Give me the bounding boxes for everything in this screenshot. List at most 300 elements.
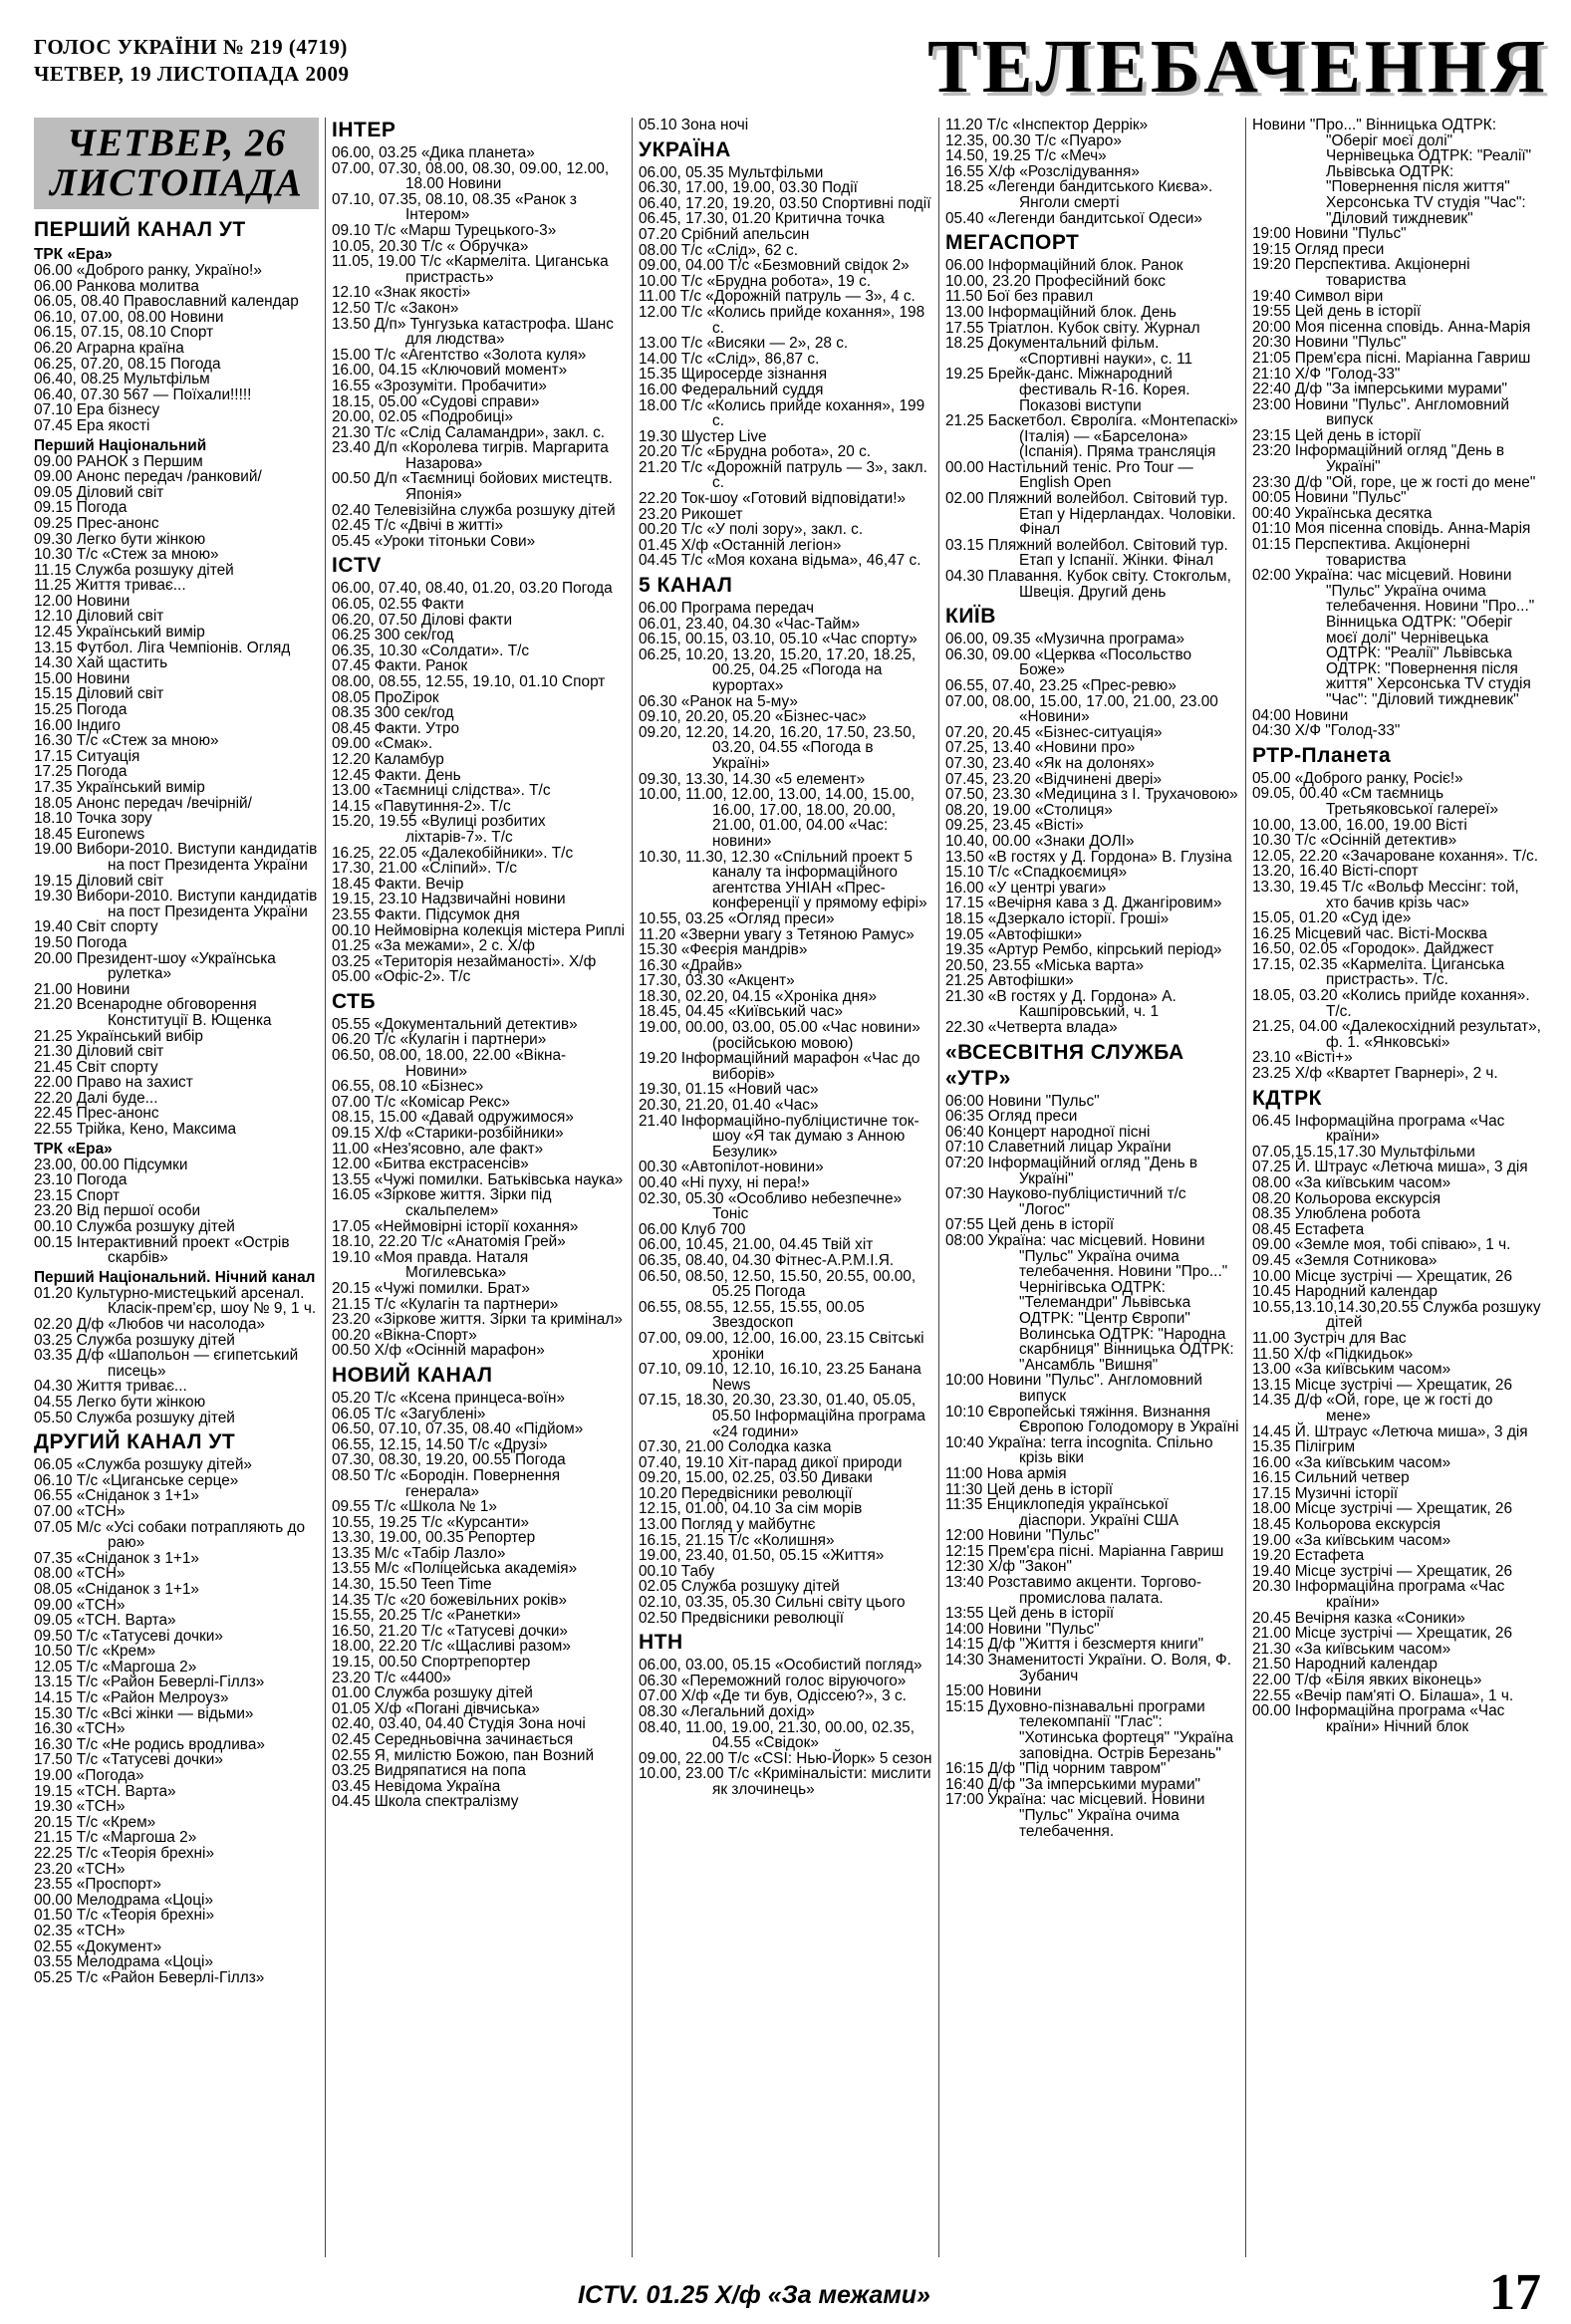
program-entry: 19.30 Шустер Live (639, 427, 767, 445)
program-entry: 21.25, 04.00 «Далекосхідний результат», ф. 1. «Янковські» (1252, 1018, 1541, 1051)
program-entry: 21.20 Т/с «Дорожній патруль — 3», закл. с. (639, 458, 927, 492)
program-entry: 07.25 Й. Штраус «Летюча миша», 3 дія (1252, 1159, 1528, 1176)
program-entry: 23.00, 00.00 Підсумки (34, 1156, 188, 1173)
program-entry: 10.30 Т/с «Стеж за мною» (34, 546, 219, 564)
program-entry: 13:55 Цей день в історії (945, 1605, 1115, 1623)
channel-heading: КДТРК (1252, 1086, 1322, 1110)
program-entry: 10.55,13.10,14.30,20.55 Служба розшуку дітей (1252, 1298, 1541, 1332)
program-entry: 05.00 «Доброго ранку, Росіє!» (1252, 769, 1463, 787)
program-entry: 14.35 Т/с «20 божевільних років» (332, 1591, 568, 1609)
program-entry: 05.00 «Офіс-2». Т/с (332, 968, 471, 986)
schedule-column (1245, 118, 1547, 2257)
program-entry: 11.15 Служба розшуку дітей (34, 561, 234, 579)
program-entry: 07:20 Інформаційний огляд "День в Україні" (945, 1155, 1198, 1187)
section-title: ТЕЛЕБАЧЕННЯ (927, 25, 1549, 109)
program-entry: 10.00, 11.00, 12.00, 13.00, 14.00, 15.00, 16.00, 17.00, 18.00, 20.00, 21.00, 01.00, 04.00 «Час: новини» (639, 786, 915, 850)
program-entry: 00.20 Т/с «У полі зору», закл. с. (639, 521, 864, 539)
program-entry: 17.15, 02.35 «Кармеліта. Циганська пристрасть». Т/с. (1252, 955, 1505, 989)
page-number: 17 (1489, 2264, 1541, 2321)
program-entry: 12.00 Т/с «Колись прийде кохання», 198 с. (639, 303, 925, 337)
program-entry: 23.55 «Проспорт» (34, 1876, 161, 1894)
program-entry: 16.25, 22.05 «Далекобійники». Т/с (332, 844, 574, 862)
program-entry: 06.45, 17.30, 01.20 Критична точка (639, 210, 885, 228)
program-entry: 00.20 «Вікна-Спорт» (332, 1326, 477, 1344)
program-entry: 04.55 Легко бути жінкою (34, 1393, 206, 1411)
program-entry: 22.20 Ток-шоу «Готовий відповідати!» (639, 490, 907, 508)
program-entry: 06:00 Новини "Пульс" (945, 1092, 1100, 1110)
program-entry: 10.55, 03.25 «Огляд преси» (639, 909, 835, 927)
program-entry: 19:00 Новини "Пульс" (1252, 225, 1407, 243)
program-entry: 01.25 «За межами», 2 с. Х/ф (332, 937, 535, 955)
schedule-column (938, 118, 1245, 2257)
program-entry: 07.45 Ера якості (34, 416, 150, 434)
program-entry: 18.05, 03.20 «Колись прийде кохання». Т/с. (1252, 987, 1530, 1020)
program-entry: 00.30 «Автопілот-новини» (639, 1159, 824, 1176)
program-entry: 18.10, 22.20 Т/с «Анатомія Грей» (332, 1233, 566, 1251)
program-entry: 08.05 «Сніданок з 1+1» (34, 1580, 199, 1598)
program-entry: 22.25 Т/с «Теорія брехні» (34, 1845, 215, 1862)
program-entry: 10.00, 13.00, 16.00, 19.00 Вісті (1252, 816, 1467, 834)
program-entry: 00.50 Х/ф «Осінній марафон» (332, 1342, 545, 1360)
program-entry: 09.15 Х/ф «Старики-розбійники» (332, 1125, 564, 1143)
program-entry: 21.20 Всенародне обговорення Конституції В. Ющенка (34, 996, 272, 1029)
program-entry: 06.55, 12.15, 14.50 Т/с «Друзі» (332, 1435, 548, 1453)
program-entry: 01:10 Моя пісенна сповідь. Анна-Марія (1252, 520, 1531, 538)
program-entry: 13.15 Т/с «Район Беверлі-Гіллз» (34, 1674, 265, 1691)
program-entry: 19.00 «Погода» (34, 1767, 144, 1785)
program-entry: 18.15, 05.00 «Судові справи» (332, 392, 540, 410)
program-entry: 06:40 Концерт народної пісні (945, 1123, 1151, 1141)
program-entry: 13.00 «За київським часом» (1252, 1361, 1451, 1379)
program-entry: 02.45 Т/с «Двічі в житті» (332, 517, 504, 535)
program-entry: 19:40 Символ віри (1252, 287, 1384, 305)
program-entry: 11.00 Зустріч для Вас (1252, 1329, 1407, 1347)
program-entry: 05.10 Зона ночі (639, 118, 749, 133)
program-entry: 06.40, 07.30 567 — Поїхали!!!!! (34, 386, 252, 403)
program-entry: 23.10 «Вісті+» (1252, 1049, 1353, 1067)
program-entry: 19:20 Перспектива. Акціонерні товариства (1252, 256, 1470, 289)
program-entry: 19.00, 00.00, 03.00, 05.00 «Час новини» (російською мовою) (639, 1019, 920, 1052)
program-entry: 12:15 Прем'єра пісні. Маріанна Гавриш (945, 1542, 1224, 1560)
program-entry: 15:00 Новини (945, 1682, 1042, 1700)
program-entry: 14.15 «Павутиння-2». Т/с (332, 797, 511, 815)
program-entry: 21:10 Х/Ф "Голод-33" (1252, 365, 1401, 383)
program-entry: 12.00 Новини (34, 592, 131, 610)
program-entry: 02.55 «Документ» (34, 1937, 162, 1955)
program-entry: 12.50 Т/с «Закон» (332, 299, 459, 317)
program-entry: 23:00 Новини "Пульс". Англомовний випуск (1252, 395, 1509, 429)
program-entry: 18.10 Точка зору (34, 810, 152, 828)
program-entry: 19.30 «ТСН» (34, 1798, 126, 1816)
program-entry: 09.00 «Смак». (332, 735, 433, 753)
program-entry: 17.05 «Неймовірні історії кохання» (332, 1217, 579, 1235)
program-entry: 10.40, 00.00 «Знаки ДОЛІ» (945, 832, 1135, 850)
program-entry: 11.00 Т/с «Дорожній патруль — 3», 4 с. (639, 288, 916, 306)
program-entry: 07.00 Т/с «Комісар Рекс» (332, 1093, 510, 1111)
channel-subheading: ТРК «Ера» (34, 246, 113, 263)
program-entry: 15.05, 01.20 «Суд іде» (1252, 909, 1412, 927)
program-entry: 16.00 «У центрі уваги» (945, 879, 1107, 897)
program-entry: 11:30 Цей день в історії (945, 1480, 1114, 1498)
column-body (1252, 118, 1541, 1734)
program-entry: 12.10 Діловий світ (34, 608, 164, 626)
program-entry: 18.45 Euronews (34, 825, 145, 843)
program-entry: 06.50, 07.10, 07.35, 08.40 «Підйом» (332, 1420, 584, 1438)
program-entry: 19.30, 01.15 «Новий час» (639, 1081, 819, 1099)
program-entry: 19.00, 23.40, 01.50, 05.15 «Життя» (639, 1547, 885, 1565)
program-entry: 11:35 Енциклопедія української діаспори. Україні США (945, 1496, 1179, 1529)
program-entry: 10.20 Передвісники революції (639, 1484, 853, 1502)
program-entry: 05.50 Служба розшуку дітей (34, 1409, 235, 1426)
program-entry: 00.00 Мелодрама «Цоці» (34, 1891, 214, 1909)
program-entry: 06.30, 09.00 «Церква «Посольство Боже» (945, 646, 1192, 679)
program-entry: 10:00 Новини "Пульс". Англомовний випуск (945, 1372, 1202, 1405)
program-entry: 08.15, 15.00 «Давай одружимося» (332, 1109, 574, 1127)
program-entry: 18.25 «Легенди бандитського Києва». Янголи смерті (945, 178, 1213, 211)
column-body (34, 217, 319, 1985)
program-entry: 07.00, 07.30, 08.00, 08.30, 09.00, 12.00, 18.00 Новини (332, 159, 610, 193)
program-entry: 14.35 Д/ф «Ой, горе, це ж гості до мене» (1252, 1392, 1493, 1424)
program-entry: 07:55 Цей день в історії (945, 1216, 1115, 1234)
program-entry: 04.30 Життя триває... (34, 1378, 187, 1396)
program-entry: 23.15 Спорт (34, 1186, 121, 1204)
program-entry: 17.30, 21.00 «Сліпий». Т/с (332, 860, 517, 878)
program-entry: 06.40, 08.25 Мультфільм (34, 371, 210, 388)
program-entry: 21.40 Інформаційно-публіцистичне ток-шоу «Я так думаю з Анною Безулик» (639, 1112, 919, 1161)
program-entry: 16.30 Т/с «Не родись вродлива» (34, 1735, 265, 1753)
program-entry: 06.00, 03.25 «Дика планета» (332, 144, 535, 161)
program-entry: 00.50 Д/п «Таємниці бойових мистецтв. Японія» (332, 470, 613, 504)
program-entry: 18.45 Факти. Вечір (332, 875, 464, 893)
program-entry: 11.20 «Зверни увагу з Тетяною Рамус» (639, 925, 915, 943)
program-entry: 01.20 Культурно-мистецький арсенал. Класік-прем'єр, шоу № 9, 1 ч. (34, 1284, 317, 1318)
program-entry: 06.30, 17.00, 19.00, 03.30 Події (639, 179, 858, 197)
program-entry: 21.15 Т/с «Маргоша 2» (34, 1829, 197, 1847)
program-entry: 06.20, 07.50 Ділові факти (332, 611, 513, 629)
channel-heading: НТН (639, 1631, 683, 1655)
program-entry: 23.55 Факти. Підсумок дня (332, 905, 520, 923)
program-entry: 05.45 «Уроки тітоньки Сови» (332, 532, 536, 550)
program-entry: 20.30 Інформаційна програма «Час країни» (1252, 1578, 1505, 1612)
program-entry: 07.40, 19.10 Хіт-парад дикої природи (639, 1453, 903, 1471)
column-body (945, 118, 1239, 1839)
program-entry: 04:00 Новини (1252, 706, 1349, 724)
program-entry: 10.30, 11.30, 12.30 «Спільний проект 5 каналу та інформаційного агентства УНІАН «Прес-конференції у прямому ефірі» (639, 848, 927, 912)
program-entry: 17.30, 03.30 «Акцент» (639, 972, 795, 990)
program-entry: 18.25 Документальний фільм. «Спортивні науки», с. 11 (945, 335, 1193, 368)
program-entry: 05.25 Т/с «Район Беверлі-Гіллз» (34, 1968, 265, 1986)
program-entry: 01.45 Х/ф «Останній легіон» (639, 536, 842, 554)
program-entry: 20.15 Т/с «Крем» (34, 1813, 156, 1831)
publication-date: ЧЕТВЕР, 19 ЛИСТОПАДА 2009 (34, 62, 350, 86)
program-entry: 19.00 «За київським часом» (1252, 1531, 1451, 1549)
program-entry: 16.15, 21.15 Т/с «Колишня» (639, 1531, 835, 1549)
program-entry: 06.35, 10.30 «Солдати». Т/с (332, 642, 530, 659)
program-entry: 02.50 Предвісники революції (639, 1609, 844, 1627)
program-entry: 10.00, 23.20 Професійний бокс (945, 272, 1166, 290)
program-entry: 13.00 Інформаційний блок. День (945, 303, 1177, 321)
program-entry: 15.15 Діловий світ (34, 685, 164, 703)
program-entry: 02.40, 03.40, 04.40 Студія Зона ночі (332, 1715, 586, 1733)
channel-heading: СТБ (332, 989, 377, 1013)
program-entry: 19.30 Вибори-2010. Виступи кандидатів на пост Президента України (34, 888, 318, 920)
program-entry: 06.00 «Доброго ранку, Україно!» (34, 262, 262, 279)
program-entry: 21.30 «В гостях у Д. Гордона» А. Кашпіровський, ч. 1 (945, 987, 1177, 1021)
channel-heading: 5 КАНАЛ (639, 574, 733, 598)
program-entry: 03.45 Невідома Україна (332, 1777, 501, 1795)
program-entry: 21.30 «За київським часом» (1252, 1640, 1451, 1658)
program-entry: 16.55 «Зрозуміти. Пробачити» (332, 377, 547, 394)
program-entry: 20.00, 02.05 «Подробиці» (332, 408, 514, 426)
channel-heading: КИЇВ (945, 605, 996, 629)
program-entry: 16.55 Х/ф «Розслідування» (945, 162, 1140, 180)
program-entry: 06.55, 08.55, 12.55, 15.55, 00.05 Звездоскоп (639, 1298, 865, 1332)
program-entry: 01.00 Служба розшуку дітей (332, 1684, 533, 1702)
program-entry: 09.05, 00.40 «См таємниць Третьяковської галереї» (1252, 785, 1499, 818)
program-entry: 06.00 Інформаційний блок. Ранок (945, 257, 1183, 275)
program-entry: 19.15, 00.50 Спортрепортер (332, 1654, 531, 1672)
program-entry: 22.20 Далі буде... (34, 1089, 158, 1107)
program-entry: 09.25, 23.45 «Вісті» (945, 817, 1084, 835)
program-entry: 21.25 Баскетбол. Євроліга. «Монтепаскі» (Італія) — «Барселона» (Іспанія). Пряма трансляція (945, 412, 1238, 461)
channel-heading: ПЕРШИЙ КАНАЛ УТ (34, 218, 246, 241)
program-entry: 13.30, 19.45 Т/с «Вольф Мессінг: той, хто бачив крізь час» (1252, 878, 1519, 911)
program-entry: 14:30 Знаменитості України. О. Воля, Ф. Зубанич (945, 1652, 1231, 1684)
program-entry: 03.15 Пляжний волейбол. Світовий тур. Етап у Іспанії. Жінки. Фінал (945, 536, 1228, 570)
program-entry: 18.45 Кольорова екскурсія (1252, 1516, 1441, 1534)
program-entry: 14.15 Т/с «Район Мелроуз» (34, 1689, 229, 1707)
program-entry: 17.25 Погода (34, 763, 128, 781)
program-entry: 23.20 Т/с «4400» (332, 1669, 451, 1686)
program-entry: 07.00 «ТСН» (34, 1502, 126, 1520)
program-entry: 15.35 Щиросерде зізнання (639, 366, 828, 384)
program-entry: 06.55 «Сніданок з 1+1» (34, 1487, 199, 1505)
program-entry: 09.00 Анонс передач /ранковий/ (34, 468, 262, 486)
program-entry: 09.05 «ТСН. Варта» (34, 1612, 176, 1630)
program-entry: 06.15, 00.15, 03.10, 05.10 «Час спорту» (639, 631, 917, 648)
program-entry: 04.45 Т/с «Моя кохана відьма», 46,47 с. (639, 552, 921, 570)
program-entry: 15.10 Т/с «Спадкоємиця» (945, 864, 1128, 882)
program-entry: 15.30 Т/с «Всі жінки — відьми» (34, 1704, 254, 1722)
program-entry: 16.05 «Зіркове життя. Зірки під скальпелем» (332, 1186, 552, 1219)
program-entry: 06.55, 07.40, 23.25 «Прес-ревю» (945, 677, 1177, 694)
program-entry: 17.50 Т/с «Татусеві дочки» (34, 1751, 223, 1769)
program-entry: 08.40, 11.00, 19.00, 21.30, 00.00, 02.35, 04.55 «Свідок» (639, 1718, 915, 1752)
program-entry: 08.05 ПроZірок (332, 688, 439, 706)
program-entry: 10.05, 20.30 Т/с « Обручка» (332, 237, 529, 255)
channel-heading: УКРАЇНА (639, 137, 731, 161)
program-entry: 19.15 Діловий світ (34, 872, 164, 890)
schedule-column (632, 118, 938, 2257)
program-entry: 21.30 Діловий світ (34, 1043, 164, 1061)
program-entry: 14.30 Хай щастить (34, 654, 168, 672)
program-entry: 08.00 «ТСН» (34, 1565, 126, 1583)
program-entry: 12.20 Каламбур (332, 750, 444, 768)
program-entry: 10.45 Народний календар (1252, 1283, 1438, 1301)
program-entry: 11.25 Життя триває... (34, 577, 186, 595)
channel-heading: «ВСЕСВІТНЯ СЛУЖБА «УТР» (945, 1040, 1184, 1090)
program-entry: 21.25 Автофішки» (945, 972, 1074, 990)
program-entry: 06.05 Т/с «Загублені» (332, 1405, 486, 1422)
schedule-column (28, 118, 325, 2257)
program-entry: 06.30 «Ранок на 5-му» (639, 692, 798, 710)
channel-subheading: ТРК «Ера» (34, 1140, 113, 1158)
program-entry: 12.05 Т/с «Маргоша 2» (34, 1658, 197, 1676)
program-entry: 19.25 Брейк-данс. Міжнародний фестиваль R-16. Корея. Показові виступи (945, 366, 1190, 414)
channel-subheading: Перший Національний (34, 436, 207, 454)
program-entry: 12.10 «Знак якості» (332, 284, 471, 302)
program-entry: 17.15 Музичні історії (1252, 1484, 1399, 1502)
program-entry: 02:00 Україна: час місцевий. Новини "Пульс" Україна очима телебачення. Новини "Про..." Вінницька ОДТРК: "Оберіг моєї долі" Чернівецька ОДТРК: "Реалії" Львівська ОДТРК: "Повернення після життя" Херсонська TV студія "Час": "Діловий тиждневик" (1252, 567, 1535, 708)
program-entry: 15:15 Духовно-пізнавальні програми телекомпанії "Глас": "Хотинська фортеця" "Україна заповідна. Острів Березань" (945, 1697, 1234, 1762)
program-entry: 15.55, 20.25 Т/с «Ранетки» (332, 1607, 521, 1625)
program-entry: 14.50, 19.25 Т/с «Меч» (945, 147, 1107, 165)
program-entry: 17.55 Тріатлон. Кубок світу. Журнал (945, 319, 1200, 337)
program-entry: 21.00 Місце зустрічі — Хрещатик, 26 (1252, 1625, 1513, 1643)
program-entry: 19.15, 23.10 Надзвичайні новини (332, 891, 566, 908)
program-entry: 13.50 Д/п» Тунгузька катастрофа. Шанс для людства» (332, 315, 614, 349)
program-entry: 15.20, 19.55 «Вулиці розбитих ліхтарів-7». Т/с (332, 813, 546, 846)
program-entry: 12.05, 22.20 «Зачароване кохання». Т/с. (1252, 847, 1538, 865)
program-entry: 19.05 «Автофішки» (945, 925, 1083, 943)
program-entry: 23.25 Х/ф «Квартет Гварнері», 2 ч. (1252, 1065, 1498, 1083)
channel-heading: ІНТЕР (332, 119, 396, 141)
program-entry: 23:15 Цей день в історії (1252, 426, 1422, 444)
program-entry: 19:55 Цей день в історії (1252, 303, 1422, 321)
program-entry: 09.00, 22.00 Т/с «CSI: Нью-Йорк» 5 сезон (639, 1749, 932, 1767)
program-entry: 19.15 «ТСН. Варта» (34, 1782, 176, 1800)
program-entry: 03.25 Видряпатися на попа (332, 1762, 526, 1780)
program-entry: 03.55 Мелодрама «Цоці» (34, 1953, 214, 1971)
program-entry: 23.20 Від першої особи (34, 1202, 201, 1220)
program-entry: 18.45, 04.45 «Київський час» (639, 1003, 844, 1021)
program-entry: 23:20 Інформаційний огляд "День в Україні" (1252, 442, 1505, 476)
program-entry: 18.00 Т/с «Колись прийде кохання», 199 с. (639, 396, 925, 430)
program-entry: 12.00 «Битва екстрасенсів» (332, 1156, 529, 1173)
program-entry: 07.10, 07.35, 08.10, 08.35 «Ранок з Інтером» (332, 190, 577, 224)
program-entry: 06.05 «Служба розшуку дітей» (34, 1456, 252, 1474)
program-entry: 06.00, 10.45, 21.00, 04.45 Твій хіт (639, 1236, 874, 1254)
program-entry: 04:30 Х/Ф "Голод-33" (1252, 722, 1401, 740)
program-entry: 23.20 «ТСН» (34, 1860, 126, 1878)
program-entry: 18.00 Місце зустрічі — Хрещатик, 26 (1252, 1500, 1513, 1518)
program-entry: 00.10 Неймовірна колекція містера Риплі (332, 921, 626, 939)
program-entry: 06.00, 07.40, 08.40, 01.20, 03.20 Погода (332, 580, 613, 598)
program-entry: 09.00 «Земле моя, тобі співаю», 1 ч. (1252, 1236, 1511, 1254)
program-entry: 11.50 Х/ф «Підкидьок» (1252, 1345, 1414, 1363)
program-entry: 19:15 Огляд преси (1252, 240, 1385, 258)
program-entry: 01.05 Х/ф «Погані дівчиська» (332, 1699, 540, 1717)
program-entry: 11.20 Т/с «Інспектор Деррік» (945, 118, 1149, 133)
program-entry: 21.50 Народний календар (1252, 1656, 1438, 1674)
footer-promo: ICTV. 01.25 Х/ф «За межами» (578, 2281, 930, 2309)
program-entry: 13.15 Футбол. Ліга Чемпіонів. Огляд (34, 639, 291, 656)
program-entry: 10.00 Т/с «Брудна робота», 19 с. (639, 272, 872, 290)
program-entry: 13.50 «В гостях у Д. Гордона» В. Глузіна (945, 848, 1232, 866)
program-entry: 08.45 Естафета (1252, 1220, 1365, 1238)
program-entry: 10:40 Україна: terra incognita. Спільно крізь віки (945, 1433, 1213, 1467)
program-entry: 08.00 Т/с «Слід», 62 с. (639, 241, 798, 259)
program-entry: 16.50, 21.20 Т/с «Татусеві дочки» (332, 1622, 568, 1640)
schedule-columns (28, 118, 1547, 2257)
program-entry: 22.55 Трійка, Кено, Максима (34, 1121, 237, 1139)
program-entry: 21.15 Т/с «Кулагін та партнери» (332, 1295, 559, 1313)
program-entry: 19.40 Світ спорту (34, 918, 158, 936)
program-entry: 23.40 Д/п «Королева тигрів. Маргарита Назарова» (332, 439, 609, 472)
publication-info (34, 34, 349, 88)
program-entry: 04.45 Школа спектралізму (332, 1793, 519, 1811)
program-entry: 02.55 Я, милістю Божою, пан Возний (332, 1746, 595, 1764)
program-entry: 02.05 Служба розшуку дітей (639, 1578, 840, 1596)
program-entry: 07.00, 08.00, 15.00, 17.00, 21.00, 23.00 «Новини» (945, 692, 1218, 726)
program-entry: 11:00 Нова армія (945, 1464, 1067, 1482)
program-entry: 01:15 Перспектива. Акціонерні товариства (1252, 536, 1470, 569)
program-entry: 09.30, 13.30, 14.30 «5 елемент» (639, 770, 866, 788)
program-entry: 18.15 «Дзеркало історії. Гроші» (945, 909, 1170, 927)
program-entry: 13.55 М/с «Поліцейська академія» (332, 1560, 578, 1578)
program-entry: 06.01, 23.40, 04.30 «Час-Тайм» (639, 615, 861, 633)
program-entry: 09.15 Погода (34, 499, 128, 517)
program-entry: 23.10 Погода (34, 1171, 128, 1189)
program-entry: 21.45 Світ спорту (34, 1058, 158, 1076)
program-entry: 07.00, 09.00, 12.00, 16.00, 23.15 Світські хроніки (639, 1329, 924, 1363)
program-entry: 10.30 Т/с «Осінній детектив» (1252, 832, 1457, 850)
program-entry: 07.45, 23.20 «Відчинені двері» (945, 770, 1163, 788)
program-entry: 22.00 Т/ф «Біля явких віконець» (1252, 1672, 1482, 1688)
program-entry: 02.35 «ТСН» (34, 1922, 126, 1939)
program-entry: 07.20, 20.45 «Бізнес-ситуація» (945, 723, 1163, 741)
program-entry: 10.50 Т/с «Крем» (34, 1643, 156, 1661)
program-entry: 22.45 Прес-анонс (34, 1105, 159, 1123)
program-entry: 12.15, 01.00, 04.10 За сім морів (639, 1500, 863, 1518)
program-entry: 16.50, 02.05 «Городок». Дайджест (1252, 940, 1494, 958)
program-entry: 09.00 «ТСН» (34, 1596, 126, 1614)
program-entry: 06.00 Клуб 700 (639, 1220, 746, 1238)
column-body (332, 118, 626, 1810)
program-entry: 14.45 Й. Штраус «Летюча миша», 3 дія (1252, 1422, 1528, 1440)
program-entry: 09.50 Т/с «Татусеві дочки» (34, 1627, 223, 1645)
program-entry: 06.20 Т/с «Кулагін і партнери» (332, 1031, 547, 1049)
program-entry: 10.00 Місце зустрічі — Хрещатик, 26 (1252, 1267, 1513, 1285)
program-entry: 14.00 Т/с «Слід», 86,87 с. (639, 350, 820, 368)
program-entry: 22.55 «Вечір пам'яті О. Білаша», 1 ч. (1252, 1686, 1514, 1704)
program-entry: 00:05 Новини "Пульс" (1252, 489, 1407, 507)
program-entry: 06.00 Ранкова молитва (34, 277, 199, 295)
program-entry: 22.30 «Четверта влада» (945, 1019, 1118, 1037)
program-entry: 12:00 Новини "Пульс" (945, 1527, 1100, 1545)
program-entry: 07.10 Ера бізнесу (34, 401, 160, 419)
program-entry: 11.05, 19.00 Т/с «Кармеліта. Циганська пристрасть» (332, 253, 609, 286)
channel-heading: МЕГАСПОРТ (945, 231, 1080, 255)
program-entry: 10:10 Європейські тяжіння. Визнання Європою Голодомору в Україні (945, 1403, 1239, 1436)
program-entry: 15.00 Т/с «Агентство «Золота куля» (332, 346, 587, 364)
program-entry: 09.30 Легко бути жінкою (34, 530, 206, 548)
program-entry: 00.00 Інформаційна програма «Час країни» Нічний блок (1252, 1702, 1505, 1735)
program-entry: 06.00, 03.00, 05.15 «Особистий погляд» (639, 1657, 922, 1675)
program-entry: 12:30 Х/ф "Закон" (945, 1558, 1073, 1576)
program-entry: 12.45 Факти. День (332, 766, 461, 784)
day-title: ЧЕТВЕР, 26 ЛИСТОПАДА (34, 118, 319, 209)
program-entry: 16.30 «ТСН» (34, 1720, 126, 1738)
program-entry: 08.35 Улюблена робота (1252, 1205, 1421, 1223)
program-entry: 07.25, 13.40 «Новини про» (945, 739, 1136, 757)
channel-heading: ICTV (332, 554, 382, 578)
program-entry: 00.10 Служба розшуку дітей (34, 1218, 235, 1236)
page-header (0, 0, 1571, 118)
schedule-column (325, 118, 632, 2257)
program-entry: 06.10, 07.00, 08.00 Новини (34, 308, 224, 326)
program-entry: 06.55, 08.10 «Бізнес» (332, 1078, 484, 1096)
